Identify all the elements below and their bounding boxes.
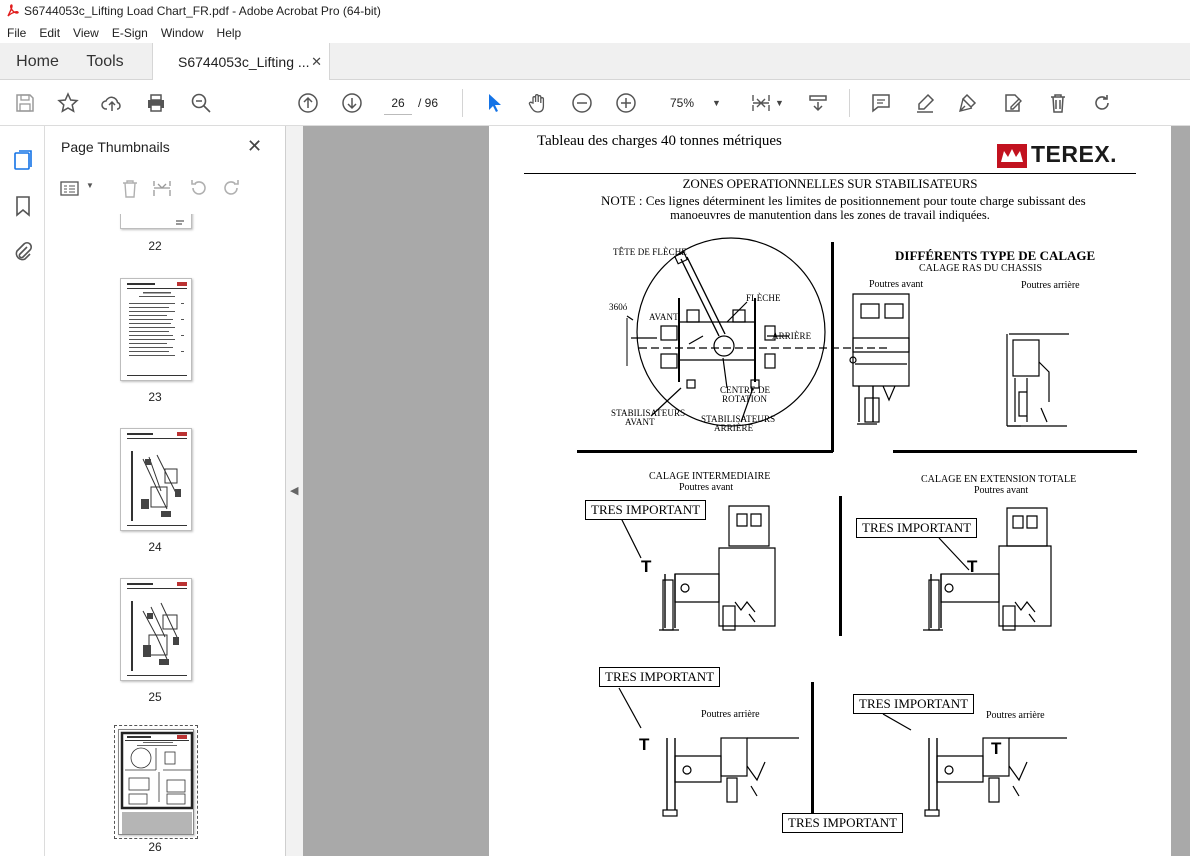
section-divider [577,450,833,453]
menu-window[interactable]: Window [160,25,204,40]
section-divider [893,450,1137,453]
thumbnail-list [45,214,273,856]
section-divider [811,682,814,814]
window-title: S6744053c_Lifting Load Chart_FR.pdf - Adobe Acrobat Pro (64-bit) [24,4,381,18]
label-centre-1: CENTRE DE [720,385,771,395]
hand-tool-icon[interactable] [526,91,550,115]
poutres-avant-label: Poutres avant [869,279,924,290]
sign-pen-icon[interactable] [957,91,981,115]
label-fleche: FLÈCHE [746,293,781,303]
section-divider [831,242,834,452]
print-icon[interactable] [144,91,168,115]
panel-title: Page Thumbnails [61,139,170,155]
thumbnail-label: 25 [148,690,162,704]
calage-line-art [489,126,1171,856]
label-avant: AVANT [649,312,679,322]
delete-page-icon[interactable] [119,176,141,200]
select-cursor-icon[interactable] [482,91,506,115]
tab-tools[interactable]: Tools [86,52,124,70]
poutres-arriere-label: Poutres arrière [986,710,1045,721]
tres-important-box: TRES IMPORTANT [585,500,706,520]
label-stab-avant-1: STABILISATEURS [611,408,686,418]
save-icon[interactable] [13,91,37,115]
label-stab-arriere-1: STABILISATEURS [701,414,776,424]
thumbnail-label: 23 [148,390,162,404]
zoom-search-icon[interactable] [189,91,213,115]
upload-cloud-icon[interactable] [100,91,124,115]
thumbnail-label: 22 [148,239,162,253]
t-marker: T [991,739,1002,758]
note-line-2: manoeuvres de manutention dans les zones de travail indiquées. [670,208,990,222]
calage-extension-label: CALAGE EN EXTENSION TOTALE [921,474,1077,485]
document-view[interactable] [303,126,1190,856]
attachments-paperclip-icon[interactable] [11,240,35,264]
label-stab-avant-2: AVANT [625,417,655,427]
rotate-counterclockwise-icon[interactable] [187,176,209,200]
label-angle: 360ó [609,302,628,312]
menu-esign[interactable]: E-Sign [111,25,148,40]
terex-brand: TEREX. [1031,141,1118,167]
tab-home[interactable]: Home [16,52,59,70]
tab-document-label: S6744053c_Lifting ... [178,54,310,70]
tres-important-box: TRES IMPORTANT [853,694,974,714]
acrobat-app-icon [5,4,19,18]
menu-edit[interactable]: Edit [39,25,61,40]
thumbnail-page-24[interactable] [120,428,192,531]
thumbnail-label: 24 [148,540,162,554]
thumbnail-page-25[interactable] [120,578,192,681]
calage-ras-label: CALAGE RAS DU CHASSIS [919,263,1043,274]
t-marker: T [639,735,650,754]
comment-icon[interactable] [869,91,893,115]
page-number-input[interactable] [384,91,412,115]
zones-heading: ZONES OPERATIONNELLES SUR STABILISATEURS [682,176,978,191]
label-stab-arriere-2: ARRIÈRE [714,423,754,433]
poutres-arriere-label: Poutres arrière [1021,280,1080,291]
thumbnail-options-dropdown-icon[interactable]: ▼ [86,181,94,190]
panel-divider[interactable] [286,126,303,856]
poutres-avant-label: Poutres avant [679,482,734,493]
menu-file[interactable]: File [7,25,27,40]
label-arriere: ARRIÈRE [772,331,812,341]
menu-view[interactable]: View [73,25,99,40]
fill-sign-icon[interactable] [1001,91,1025,115]
highlight-pen-icon[interactable] [913,91,937,115]
poutres-arriere-label: Poutres arrière [701,709,760,720]
previous-page-icon[interactable] [296,91,320,115]
t-marker: T [967,557,978,576]
main-toolbar [0,80,1190,126]
extract-page-icon[interactable] [151,176,173,200]
section-divider [839,496,842,636]
tab-document[interactable] [152,43,330,81]
left-navigation-rail [0,126,45,856]
title-bar [0,0,1190,22]
page-fit-dropdown-icon[interactable]: ▼ [775,98,784,108]
types-calage-title: DIFFÉRENTS TYPE DE CALAGE [895,248,1096,263]
pdf-page [489,126,1171,856]
close-tab-icon[interactable]: ✕ [311,54,322,69]
zoom-level[interactable]: 75% [670,96,695,110]
label-centre-2: ROTATION [722,394,768,404]
scroll-mode-icon[interactable] [806,91,830,115]
thumbnail-page-26[interactable] [118,729,194,835]
close-panel-icon[interactable]: ✕ [247,136,263,156]
thumbnail-options-icon[interactable] [59,176,81,200]
zoom-out-icon[interactable] [570,91,594,115]
thumbnail-label: 26 [148,840,162,854]
menu-bar [0,22,1190,43]
delete-trash-icon[interactable] [1046,91,1070,115]
note-line-1: NOTE : Ces lignes déterminent les limites de positionnement pour toute charge subissant des [601,193,1086,208]
zoom-in-icon[interactable] [614,91,638,115]
page-thumbnails-icon[interactable] [11,148,35,172]
label-tete-fleche: TÊTE DE FLÈCHE [613,247,687,257]
t-marker: T [641,557,652,576]
toolbar-separator [462,89,463,117]
rotate-clockwise-icon[interactable] [221,176,243,200]
tab-bar [0,43,1190,80]
thumbnail-page-22[interactable] [120,214,192,229]
menu-help[interactable]: Help [216,25,242,40]
page-total: / 96 [418,96,439,110]
toolbar-separator [849,89,850,117]
tres-important-box: TRES IMPORTANT [782,813,903,833]
page-thumbnails-panel [45,126,286,856]
poutres-avant-label: Poutres avant [974,485,1029,496]
thumbnail-toolbar [59,176,259,202]
next-page-icon[interactable] [340,91,364,115]
zoom-dropdown-icon[interactable]: ▼ [712,98,721,108]
thumbnail-page-23[interactable] [120,278,192,381]
collapse-panel-icon[interactable]: ◀ [290,485,299,497]
page-fit-icon[interactable] [749,91,773,115]
redo-rotate-icon[interactable] [1090,91,1114,115]
bookmarks-icon[interactable] [11,194,35,218]
tres-important-box: TRES IMPORTANT [856,518,977,538]
document-title: Tableau des charges 40 tonnes métriques [537,133,782,149]
bookmark-star-icon[interactable] [56,91,80,115]
tres-important-box: TRES IMPORTANT [599,667,720,687]
calage-intermediaire-label: CALAGE INTERMEDIAIRE [649,471,771,482]
